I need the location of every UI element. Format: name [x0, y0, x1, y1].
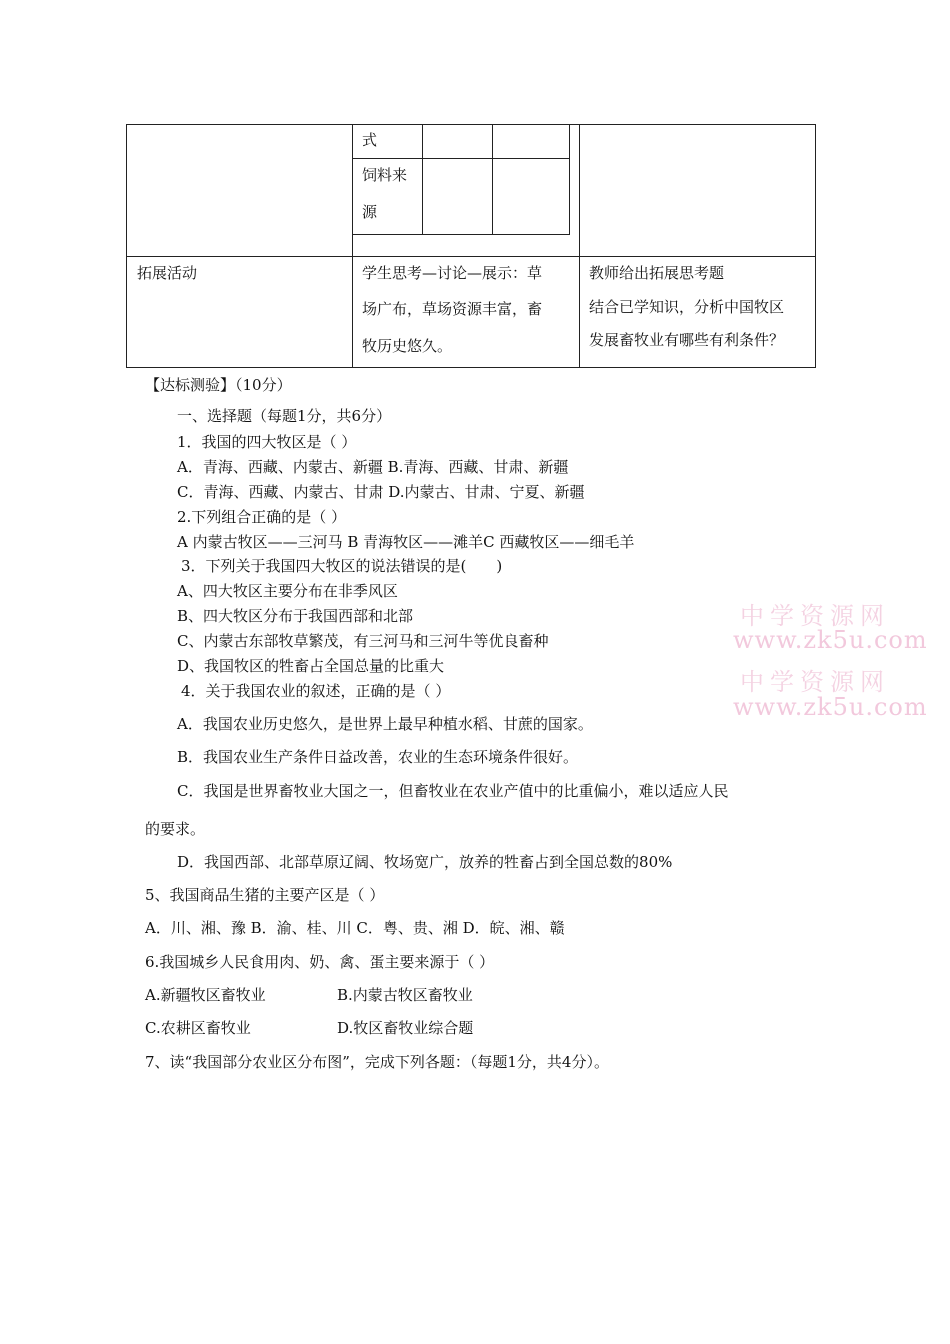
table-border-bottom [126, 367, 816, 368]
table-border-right [815, 124, 816, 368]
table-col-divider-2 [579, 124, 580, 368]
question-4-option-c-line1: C．我国是世界畜牧业大国之一，但畜牧业在农业产值中的比重偏小，难以适应人民 [177, 782, 729, 800]
inner-table-line-bottom [352, 234, 570, 235]
table-row-divider [126, 256, 816, 257]
question-3-option-d: D、我国牧区的牲畜占全国总量的比重大 [177, 657, 445, 675]
watermark-url-2: www.zk5u.com [733, 693, 928, 721]
inner-table-col-2 [492, 124, 493, 235]
student-activity-line1: 学生思考—讨论—展示：草 [362, 264, 543, 282]
question-6-option-c: C.农耕区畜牧业 [145, 1019, 251, 1037]
question-6-option-d: D.牧区畜牧业综合题 [337, 1019, 474, 1037]
student-activity-line2: 场广布，草场资源丰富，畜 [362, 300, 543, 318]
row-label-extension: 拓展活动 [137, 264, 198, 282]
teacher-activity-line3: 发展畜牧业有哪些有利条件？ [589, 331, 785, 349]
question-1-options-cd: C．青海、西藏、内蒙古、甘肃 D.内蒙古、甘肃、宁夏、新疆 [177, 483, 585, 501]
watermark-text-1: 中学资源网 [740, 602, 890, 630]
question-4-option-a: A．我国农业历史悠久，是世界上最早种植水稻、甘蔗的国家。 [177, 715, 593, 733]
question-2-options: A 内蒙古牧区——三河马 B 青海牧区——滩羊C 西藏牧区——细毛羊 [177, 533, 635, 551]
question-4-option-c-line2: 的要求。 [145, 820, 206, 838]
question-6-option-b: B.内蒙古牧区畜牧业 [337, 986, 473, 1004]
section-title: 【达标测验】（10分） [145, 376, 292, 394]
question-4-option-d: D．我国西部、北部草原辽阔、牧场宽广，放养的牲畜占到全国总数的80% [177, 853, 673, 871]
inner-label-feed-2: 源 [362, 203, 378, 221]
inner-table-line-mid [352, 158, 570, 159]
question-6-option-a: A.新疆牧区畜牧业 [145, 986, 266, 1004]
part1-heading: 一、选择题（每题1分，共6分） [177, 407, 392, 425]
question-3-option-c: C、内蒙古东部牧草繁茂，有三河马和三河牛等优良畜种 [177, 632, 549, 650]
question-5: 5、我国商品生猪的主要产区是（ ） [145, 886, 385, 904]
inner-label-feed-1: 饲料来 [362, 166, 408, 184]
question-2: 2.下列组合正确的是（ ） [177, 508, 347, 526]
question-3: 3．下列关于我国四大牧区的说法错误的是( ) [181, 557, 503, 575]
table-border-top [126, 124, 816, 125]
teacher-activity-line1: 教师给出拓展思考题 [589, 264, 725, 282]
inner-label-shi: 式 [362, 131, 378, 149]
question-7: 7、读“我国部分农业区分布图”，完成下列各题：（每题1分，共4分）。 [145, 1053, 609, 1071]
teacher-activity-line2: 结合已学知识，分析中国牧区 [589, 298, 785, 316]
table-border-left [126, 124, 127, 368]
inner-table-right [569, 124, 570, 235]
question-4-option-b: B．我国农业生产条件日益改善，农业的生态环境条件很好。 [177, 748, 579, 766]
question-3-option-b: B、四大牧区分布于我国西部和北部 [177, 607, 414, 625]
student-activity-line3: 牧历史悠久。 [362, 337, 453, 355]
question-1-options-ab: A．青海、西藏、内蒙古、新疆 B.青海、西藏、甘肃、新疆 [177, 458, 569, 476]
table-col-divider-1 [352, 124, 353, 368]
question-6: 6.我国城乡人民食用肉、奶、禽、蛋主要来源于（ ） [145, 953, 495, 971]
question-1: 1．我国的四大牧区是（ ） [177, 433, 357, 451]
question-3-option-a: A、四大牧区主要分布在非季风区 [177, 582, 398, 600]
question-5-options: A．川、湘、豫 B．渝、桂、川 C．粤、贵、湘 D．皖、湘、赣 [145, 919, 565, 937]
watermark-url-1: www.zk5u.com [733, 626, 928, 654]
inner-table-col-1 [422, 124, 423, 235]
question-4: 4．关于我国农业的叙述，正确的是（ ） [181, 682, 451, 700]
watermark-text-2: 中学资源网 [740, 668, 890, 696]
